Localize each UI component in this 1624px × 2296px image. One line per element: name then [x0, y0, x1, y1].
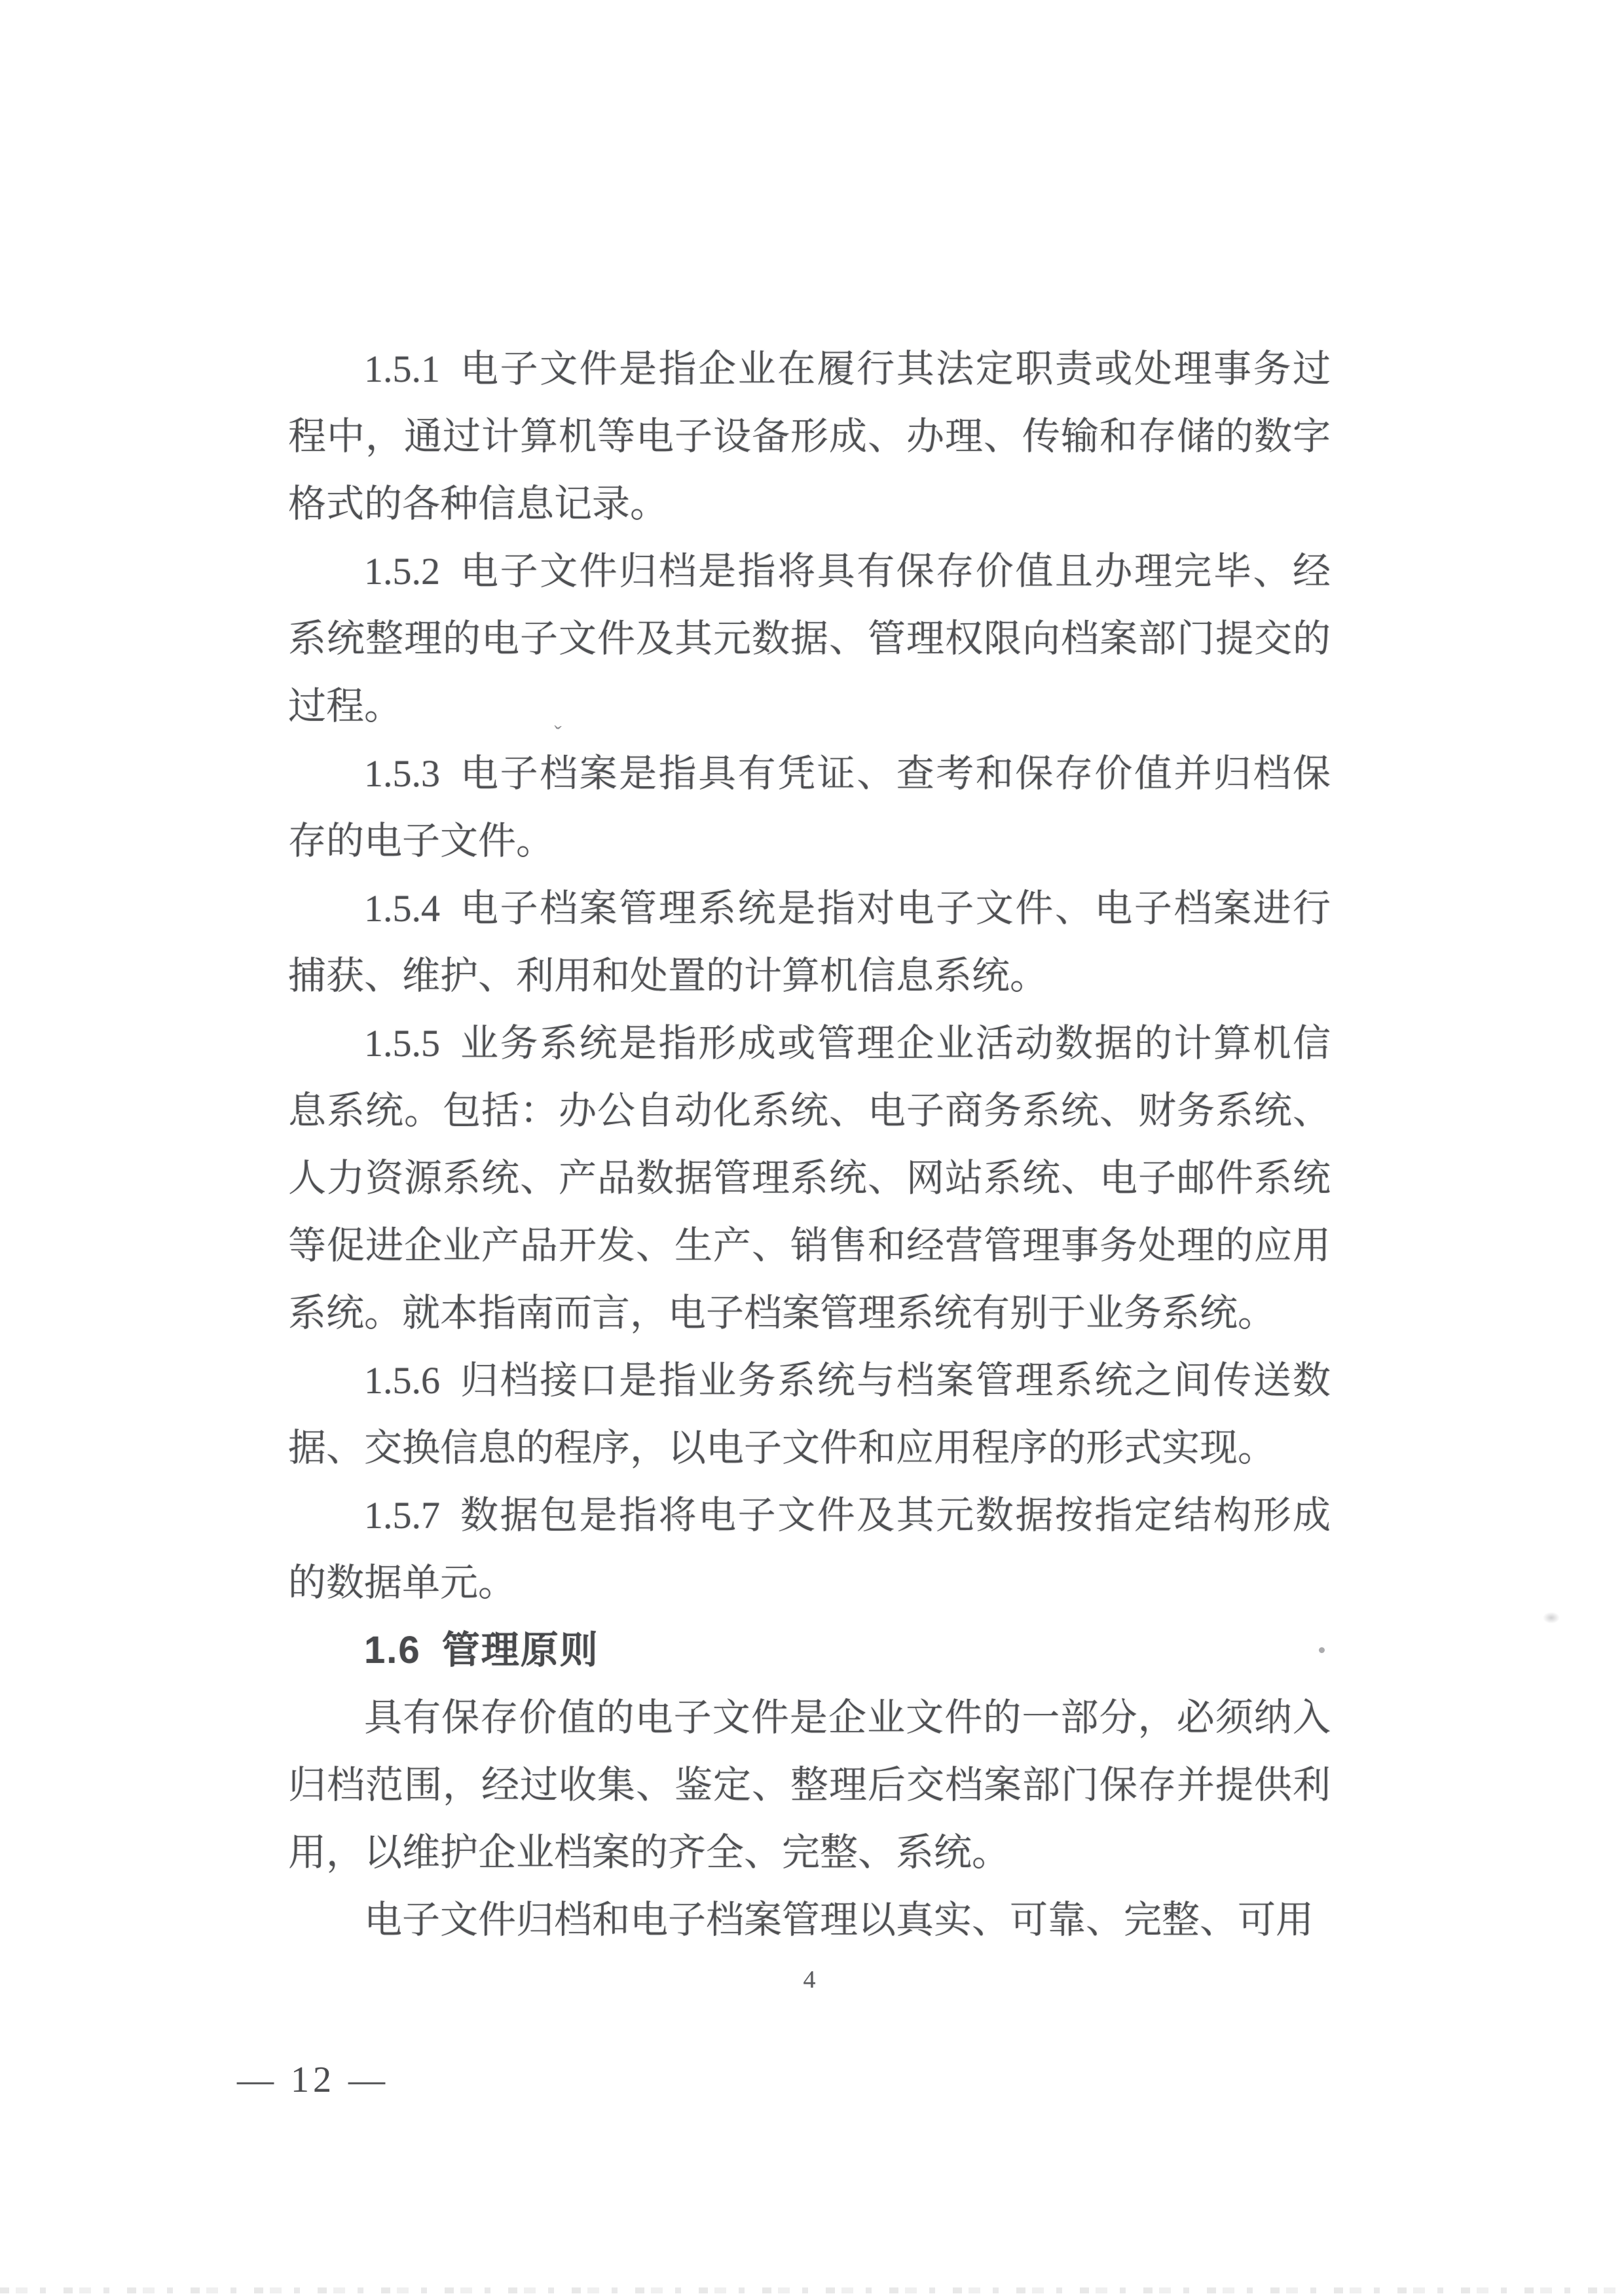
text-block — [288, 335, 1331, 1954]
scan-noise-strip — [0, 2287, 1624, 2293]
paragraph-1-5-1: 1.5.1 电子文件是指企业在履行其法定职责或处理事务过程中，通过计算机等电子设备形成、办理、传输和存储的数字格式的各种信息记录。 — [288, 348, 1331, 525]
paragraph-1-6-principle-1: 具有保存价值的电子文件是企业文件的一部分，必须纳入归档范围，经过收集、鉴定、整理后交档案部门保存并提供利用，以维护企业档案的齐全、完整、系统。 — [288, 1696, 1331, 1874]
paragraph-1-5-3: 1.5.3 电子档案是指具有凭证、查考和保存价值并归档保存的电子文件。 — [288, 752, 1331, 862]
inner-sheet-number: 4 — [803, 1966, 816, 1994]
paragraph-1-6-principle-2: 电子文件归档和电子档案管理以真实、可靠、完整、可用 — [364, 1899, 1314, 1941]
paragraph-1-5-5: 1.5.5 业务系统是指形成或管理企业活动数据的计算机信息系统。包括：办公自动化系统、电子商务系统、财务系统、人力资源系统、产品数据管理系统、网站系统、电子邮件系统等促进企业产品开发、生产、销售和经营管理事务处理的应用系统。就本指南而言，电子档案管理系统有别于业务系统。 — [288, 1022, 1331, 1334]
scan-artifact-smudge — [1543, 1612, 1560, 1624]
paragraph-1-5-7: 1.5.7 数据包是指将电子文件及其元数据按指定结构形成的数据单元。 — [288, 1494, 1331, 1604]
scan-artifact-caron: ˇ — [552, 721, 563, 747]
scan-artifact-dot — [1319, 1647, 1325, 1653]
paragraph-1-5-6: 1.5.6 归档接口是指业务系统与档案管理系统之间传送数据、交换信息的程序，以电子文件和应用程序的形式实现。 — [288, 1359, 1331, 1469]
paragraph-1-5-2: 1.5.2 电子文件归档是指将具有保存价值且办理完毕、经系统整理的电子文件及其元数据、管理权限向档案部门提交的过程。 — [288, 550, 1331, 727]
heading-1-6-management-principles: 1.6 管理原则 — [364, 1629, 599, 1671]
page-number: — 12 — — [237, 2060, 389, 2100]
paragraph-1-5-4: 1.5.4 电子档案管理系统是指对电子文件、电子档案进行捕获、维护、利用和处置的计算机信息系统。 — [288, 887, 1331, 997]
